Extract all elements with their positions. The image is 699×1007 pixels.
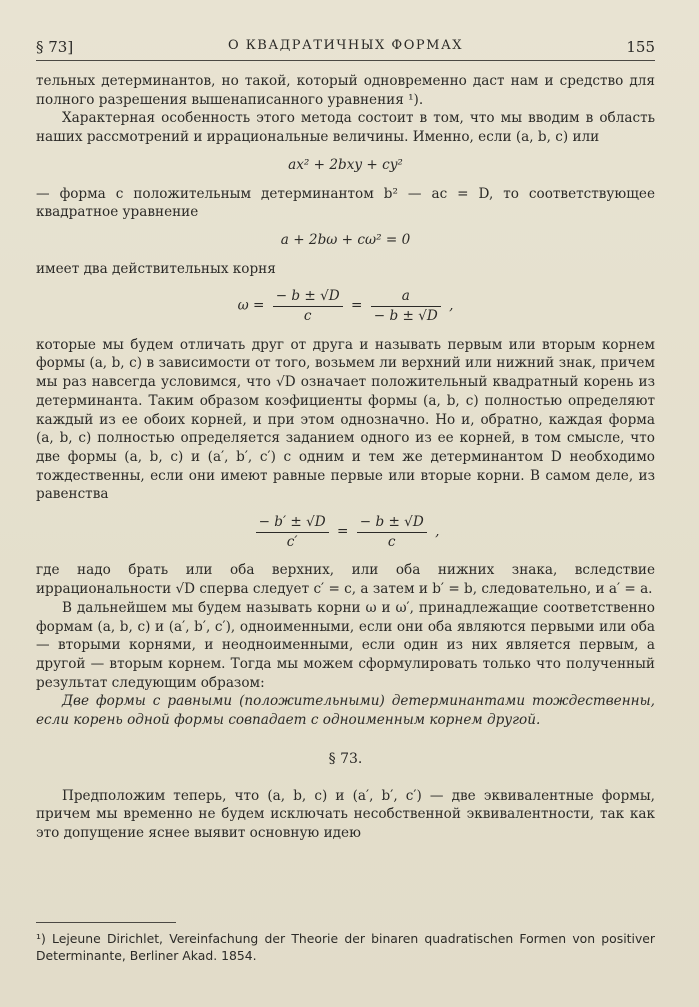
paragraph: В дальнейшем мы будем называть корни ω и ω′, принадлежащие соответственно формам (a, b, c) и (a′, b′, c′), одноименными, если они оба являются первыми или оба — вторыми корнями, и неодноименными, если один из них является первым, а другой — вторым корнем. Тогда мы можем сформулировать только что полученный результат следующим образом:: [36, 599, 655, 691]
header-section-ref: § 73]: [36, 38, 74, 56]
fraction: [357, 513, 427, 551]
denominator: c: [387, 533, 396, 550]
formula-roots: [36, 287, 655, 325]
theorem-statement: Две формы с равными (положительными) детерминантами тождественны, если корень одной формы совпадает с одноименным корнем другой.: [36, 693, 655, 729]
equals-sign: =: [337, 523, 349, 540]
paragraph: — форма с положительным детерминантом b² — ac = D, то соответствующее квадратное уравнение: [36, 185, 655, 221]
formula-comma: ,: [435, 523, 440, 540]
paragraph: Характерная особенность этого метода состоит в том, что мы вводим в область наших рассмотрений и иррациональные величины. Именно, если (a, b, c) или: [36, 110, 655, 146]
fraction: [371, 287, 441, 325]
formula-quadratic-equation: a + 2bω + cω² = 0: [280, 231, 411, 248]
numerator: − b′ ± √D: [256, 513, 329, 533]
section-heading: § 73.: [328, 750, 363, 767]
fraction: [273, 287, 343, 325]
header-title: О КВАДРАТИЧНЫХ ФОРМАХ: [227, 38, 464, 53]
running-header: [36, 38, 655, 61]
numerator: − b ± √D: [273, 287, 343, 307]
formula-comma: ,: [449, 298, 454, 315]
denominator: − b ± √D: [373, 308, 438, 325]
numerator: a: [371, 287, 441, 307]
equals-sign: =: [351, 298, 363, 315]
footnote: ¹) Lejeune Dirichlet, Vereinfachung der Theorie der binaren quadratischen Formen von positiver Determinante, Berliner Akad. 1854.: [36, 931, 655, 963]
paragraph: тельных детерминантов, но такой, который одновременно даст нам и средство для полного разрешения вышенаписанного уравнения ¹).: [36, 73, 655, 108]
denominator: c′: [286, 533, 298, 550]
numerator: − b ± √D: [357, 513, 427, 533]
denominator: c: [303, 308, 312, 325]
page-body: [36, 72, 655, 843]
paragraph: которые мы будем отличать друг от друга и называть первым или вторым корнем формы (a, b, c) в зависимости от того, возьмем ли верхний или нижний знак, причем мы раз навсегда условимся, что √D означает положительный квадратный корень из детерминанта. Таким образом коэфициенты формы (a, b, c) полностью определяют каждый из ее обоих корней, и при этом однозначно. Но и, обратно, каждая форма (a, b, c) полностью определяется заданием одного из ее корней, в том смысле, что две формы (a, b, c) и (a′, b′, c′) с одним и тем же детерминантом D необходимо тождественны, если они имеют равные первые или вторые корни. В самом деле, из равенства: [36, 336, 655, 503]
page-number: 155: [626, 38, 655, 56]
formula-equality: [36, 513, 655, 551]
fraction: [256, 513, 329, 551]
formula-quadratic-form: ax² + 2bxy + cy²: [288, 156, 403, 173]
paragraph: имеет два действительных корня: [36, 260, 276, 277]
paragraph: Предположим теперь, что (a, b, c) и (a′, b′, c′) — две эквивалентные формы, причем мы временно не будем исключать несобственной эквивалентности, так как это допущение яснее выявит основную идею: [36, 787, 655, 841]
paragraph: где надо брать или оба верхних, или оба нижних знака, вследствие иррациональности √D сперва следует c′ = c, а затем и b′ = b, следовательно, и a′ = a.: [36, 562, 655, 598]
formula-lhs: ω =: [237, 298, 265, 315]
